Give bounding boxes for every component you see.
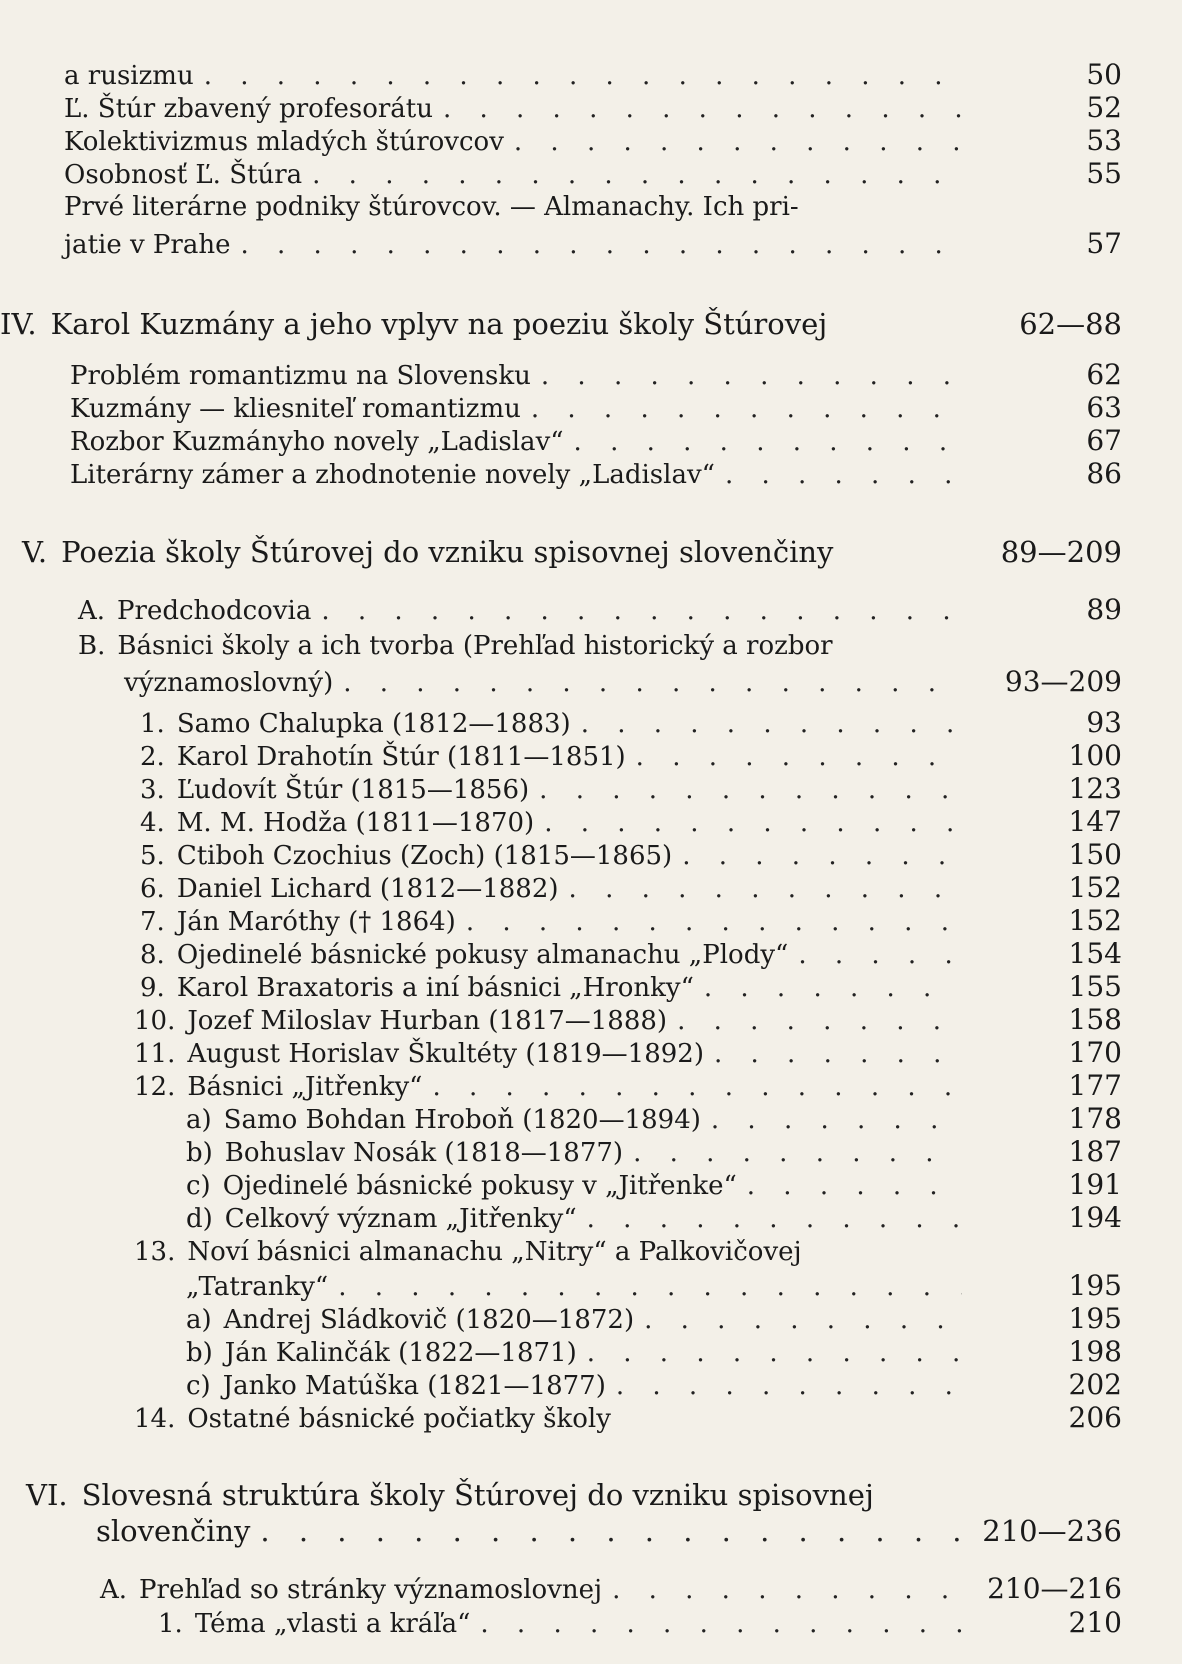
- toc-entry: [186, 1271, 1122, 1302]
- entry-number: 10.: [134, 1006, 176, 1037]
- toc-entry-title: Ľ. Štúr zbavený profesorátu: [64, 94, 433, 125]
- toc-entry: [134, 1071, 1122, 1102]
- toc-entry-page: 147: [1068, 805, 1122, 838]
- toc-entry-page: 154: [1068, 937, 1122, 970]
- toc-entry: [64, 193, 1122, 222]
- entry-number: 1.: [140, 709, 165, 740]
- entry-number: b): [186, 1138, 213, 1169]
- toc-entry-page: 198: [1068, 1335, 1122, 1368]
- toc-entry-page: 57: [1086, 227, 1122, 260]
- toc-entry-page: 195: [1068, 1302, 1122, 1335]
- toc-entry-page: 123: [1068, 772, 1122, 805]
- leader-dots: [443, 95, 962, 124]
- entry-number: A.: [78, 596, 106, 627]
- entry-number: 9.: [140, 973, 165, 1004]
- entry-number: 1.: [158, 1609, 183, 1640]
- toc-entry-title: Prvé literárne podniky štúrovcov. — Almanachy. Ich pri-: [64, 192, 799, 222]
- toc-entry: [64, 159, 1122, 190]
- entry-number: 2.: [140, 742, 165, 773]
- leader-dots: [682, 842, 962, 871]
- toc-entry-title: Problém romantizmu na Slovensku: [70, 361, 531, 392]
- toc-entry-title: významoslovný): [124, 668, 334, 699]
- leader-dots: [541, 362, 962, 391]
- toc-entry-title: Ján Maróthy († 1864): [176, 907, 456, 938]
- toc-entry: [186, 1104, 1122, 1135]
- entry-number: b): [186, 1338, 213, 1369]
- toc-entry-page: 178: [1068, 1102, 1122, 1135]
- toc-entry-title: Rozbor Kuzmányho novely „Ladislav“: [70, 427, 564, 458]
- leader-dots: [432, 1073, 962, 1102]
- entry-number: 13.: [134, 1237, 176, 1267]
- leader-dots: [480, 1610, 962, 1639]
- toc-entry: [140, 873, 1122, 904]
- entry-number: 5.: [140, 841, 165, 872]
- entry-number: 8.: [140, 940, 165, 971]
- toc-entry-page: 210: [1068, 1606, 1122, 1639]
- leader-dots: [587, 1339, 962, 1368]
- toc-entry: [186, 1304, 1122, 1335]
- leader-dots: [633, 1139, 962, 1168]
- toc-entry-title: Jozef Miloslav Hurban (1817—1888): [187, 1006, 668, 1037]
- toc-entry: [186, 1170, 1122, 1201]
- chapter-heading: [26, 1480, 1122, 1512]
- toc-entry: [140, 840, 1122, 871]
- toc-entry-title: Noví básnici almanachu „Nitry“ a Palkovičovej: [187, 1237, 802, 1267]
- leader-dots: [241, 231, 963, 260]
- toc-entry-page: 202: [1068, 1368, 1122, 1401]
- toc-entry-page: 93: [1086, 706, 1122, 739]
- leader-dots: [677, 1007, 962, 1036]
- toc-entry-title: Ľudovít Štúr (1815—1856): [176, 775, 530, 806]
- leader-dots: [260, 1516, 962, 1548]
- toc-entry: [140, 807, 1122, 838]
- toc-entry-title: Literárny zámer a zhodnotenie novely „Ladislav“: [70, 460, 715, 491]
- toc-entry-title: Karol Drahotín Štúr (1811—1851): [176, 742, 626, 773]
- toc-entry-page: 55: [1086, 157, 1122, 190]
- toc-entry-page: 187: [1068, 1135, 1122, 1168]
- chapter-number: VI.: [26, 1478, 68, 1512]
- toc-entry-page: 177: [1068, 1069, 1122, 1102]
- toc-entry-title: Ojedinelé básnické pokusy v „Jitřenke“: [222, 1171, 737, 1202]
- toc-entry-page: 152: [1068, 871, 1122, 904]
- toc-entry: [64, 229, 1122, 260]
- leader-dots: [587, 1205, 962, 1234]
- toc-entry-page: 158: [1068, 1003, 1122, 1036]
- leader-dots: [514, 128, 962, 157]
- toc-entry-title: Ctiboh Czochius (Zoch) (1815—1865): [176, 841, 673, 872]
- toc-entry-page: 206: [1068, 1401, 1122, 1434]
- toc-entry-title: „Tatranky“: [186, 1272, 329, 1303]
- toc-entry: [134, 1005, 1122, 1036]
- leader-dots: [338, 1273, 962, 1302]
- toc-entry: [140, 741, 1122, 772]
- chapter-title: Karol Kuzmány a jeho vplyv na poeziu školy Štúrovej: [50, 307, 828, 341]
- leader-dots: [714, 1040, 962, 1069]
- toc-entry: [64, 60, 1122, 91]
- toc-entry: [140, 708, 1122, 739]
- toc-entry: [140, 906, 1122, 937]
- toc-entry-title: Ostatné básnické počiatky školy: [187, 1404, 611, 1435]
- entry-number: A.: [100, 1575, 128, 1606]
- toc-entry-title: Prehľad so stránky významoslovnej: [139, 1575, 603, 1606]
- toc-entry-title: Bohuslav Nosák (1818—1877): [224, 1138, 624, 1169]
- entry-number: 6.: [140, 874, 165, 905]
- leader-dots: [747, 1172, 962, 1201]
- chapter-title: Poezia školy Štúrovej do vzniku spisovnej slovenčiny: [61, 535, 834, 569]
- toc-entry-title: Téma „vlasti a kráľa“: [194, 1609, 471, 1640]
- toc-entry-title: Kolektivizmus mladých štúrovcov: [64, 127, 504, 158]
- leader-dots: [711, 1106, 962, 1135]
- toc-entry-title: Ojedinelé básnické pokusy almanachu „Plody“: [176, 940, 789, 971]
- toc-entry-page: 195: [1068, 1269, 1122, 1302]
- toc-entry-title: Samo Bohdan Hroboň (1820—1894): [223, 1105, 701, 1136]
- toc-entry-title: a rusizmu: [64, 61, 194, 92]
- leader-dots: [798, 941, 962, 970]
- leader-dots: [343, 669, 962, 698]
- chapter-number: V.: [22, 535, 48, 569]
- toc-entry-page: 155: [1068, 970, 1122, 1003]
- leader-dots: [312, 161, 962, 190]
- toc-entry-page: 89: [1086, 593, 1122, 626]
- toc-entry-page: 86: [1086, 457, 1122, 490]
- toc-entry: [140, 774, 1122, 805]
- chapter-page-range: 89—209: [1000, 535, 1122, 569]
- toc-entry-page: 52: [1086, 91, 1122, 124]
- entry-number: 7.: [140, 907, 165, 938]
- toc-entry-title: Samo Chalupka (1812—1883): [176, 709, 571, 740]
- toc-entry: [186, 1337, 1122, 1368]
- chapter-heading: [22, 537, 1122, 569]
- toc-entry-page: 63: [1086, 391, 1122, 424]
- toc-entry-page: 210—216: [987, 1572, 1122, 1605]
- chapter-page-range: 210—236: [982, 1514, 1122, 1548]
- leader-dots: [569, 875, 962, 904]
- toc-entry: [124, 667, 1122, 698]
- toc-entry-title: Andrej Sládkovič (1820—1872): [223, 1305, 635, 1336]
- entry-number: c): [186, 1371, 211, 1402]
- toc-entry: [64, 126, 1122, 157]
- toc-entry-title: Ján Kalinčák (1822—1871): [224, 1338, 577, 1369]
- toc-entry: [70, 426, 1122, 457]
- chapter-title: slovenčiny: [96, 1514, 251, 1548]
- toc-entry-page: 62: [1086, 358, 1122, 391]
- toc-entry-title: Daniel Lichard (1812—1882): [176, 874, 559, 905]
- toc-entry-page: 152: [1068, 904, 1122, 937]
- entry-number: a): [186, 1305, 212, 1336]
- toc-entry-page: 170: [1068, 1036, 1122, 1069]
- toc-entry: [64, 93, 1122, 124]
- toc-entry: [78, 632, 1122, 661]
- chapter-heading: [0, 309, 1122, 341]
- entry-number: c): [186, 1171, 211, 1202]
- toc-entry: [78, 595, 1122, 626]
- leader-dots: [644, 1306, 962, 1335]
- toc-entry-page: 53: [1086, 124, 1122, 157]
- toc-entry-title: Janko Matúška (1821—1877): [222, 1371, 606, 1402]
- leader-dots: [704, 974, 962, 1003]
- leader-dots: [725, 461, 962, 490]
- toc-entry-title: Osobnosť Ľ. Štúra: [64, 160, 303, 191]
- toc-entry-page: 67: [1086, 424, 1122, 457]
- toc-entry: [158, 1608, 1122, 1639]
- toc-entry: [134, 1403, 1122, 1434]
- leader-dots: [466, 908, 962, 937]
- toc-entry-page: 191: [1068, 1168, 1122, 1201]
- leader-dots: [612, 1576, 962, 1605]
- toc-entry-title: August Horislav Škultéty (1819—1892): [187, 1039, 704, 1070]
- entry-number: 14.: [134, 1404, 176, 1435]
- toc-entry: [134, 1238, 1122, 1267]
- toc-entry-title: Kuzmány — kliesniteľ romantizmu: [70, 394, 521, 425]
- toc-entry-title: jatie v Prahe: [64, 230, 231, 261]
- toc-entry-page: 150: [1068, 838, 1122, 871]
- toc-entry-title: M. M. Hodža (1811—1870): [176, 808, 535, 839]
- toc-entry: [186, 1137, 1122, 1168]
- entry-number: 12.: [134, 1072, 176, 1103]
- toc-entry: [140, 972, 1122, 1003]
- leader-dots: [581, 710, 962, 739]
- toc-entry-title: Karol Braxatoris a iní básnici „Hronky“: [176, 973, 694, 1004]
- toc-entry: [70, 393, 1122, 424]
- leader-dots: [616, 1372, 962, 1401]
- leader-dots: [204, 62, 962, 91]
- entry-number: a): [186, 1105, 212, 1136]
- entry-number: 11.: [134, 1039, 176, 1070]
- entry-number: 3.: [140, 775, 165, 806]
- toc-entry: [186, 1370, 1122, 1401]
- leader-dots: [539, 776, 962, 805]
- leader-dots: [544, 809, 962, 838]
- entry-number: 4.: [140, 808, 165, 839]
- toc-entry: [70, 360, 1122, 391]
- chapter-title: Slovesná struktúra školy Štúrovej do vzniku spisovnej: [81, 1478, 874, 1512]
- chapter-heading-continued: [96, 1516, 1122, 1548]
- toc-entry-title: Básnici „Jitřenky“: [187, 1072, 423, 1103]
- toc-entry: [134, 1038, 1122, 1069]
- leader-dots: [574, 428, 962, 457]
- toc-entry-title: Celkový význam „Jitřenky“: [224, 1204, 577, 1235]
- leader-dots: [321, 597, 962, 626]
- chapter-number: IV.: [0, 307, 37, 341]
- leader-dots: [531, 395, 962, 424]
- toc-entry-page: 100: [1068, 739, 1122, 772]
- chapter-page-range: 62—88: [1019, 307, 1122, 341]
- entry-number: d): [186, 1204, 213, 1235]
- toc-entry-page: 93—209: [1004, 665, 1122, 698]
- toc-entry-page: 194: [1068, 1201, 1122, 1234]
- toc-entry: [100, 1574, 1122, 1605]
- toc-entry: [140, 939, 1122, 970]
- toc-entry: [70, 459, 1122, 490]
- toc-entry: [186, 1203, 1122, 1234]
- entry-number: B.: [78, 631, 106, 661]
- toc-entry-title: Básnici školy a ich tvorba (Prehľad historický a rozbor: [117, 631, 833, 661]
- toc-entry-title: Predchodcovia: [117, 596, 312, 627]
- toc-entry-page: 50: [1086, 58, 1122, 91]
- leader-dots: [636, 743, 962, 772]
